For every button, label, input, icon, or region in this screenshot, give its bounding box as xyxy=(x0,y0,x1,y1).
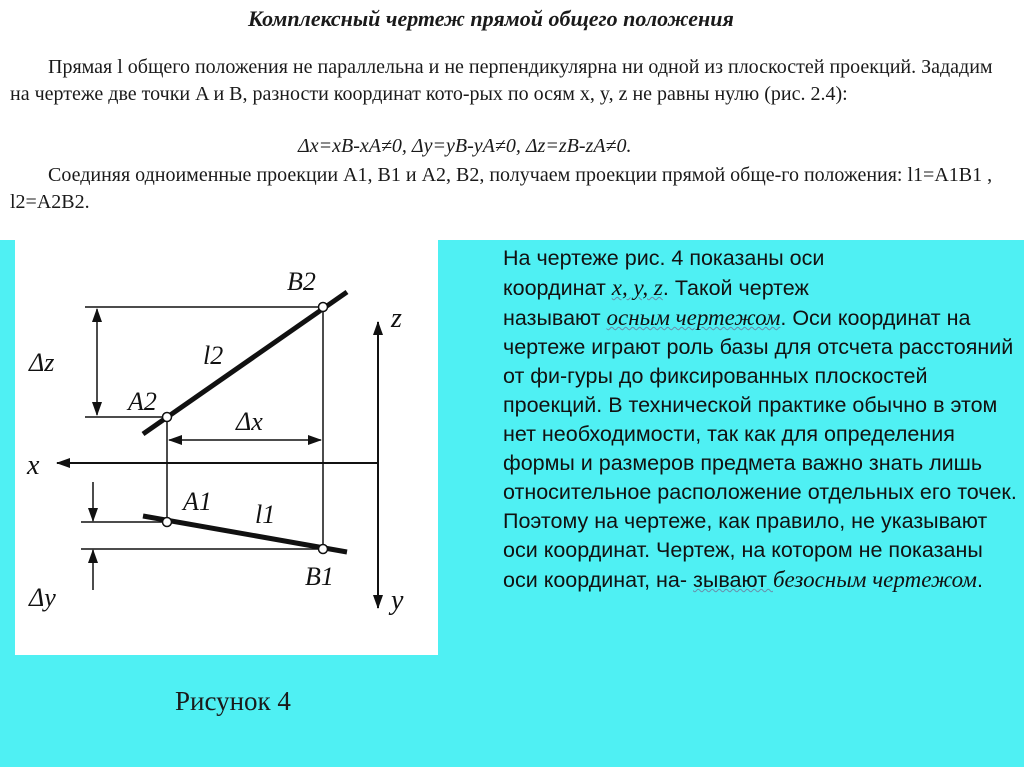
desc-line-3b: . Оси xyxy=(780,306,832,330)
text-header xyxy=(0,0,1024,240)
label-b2: B2 xyxy=(287,267,316,296)
label-dy: Δy xyxy=(29,583,56,612)
desc-line-3a: называют xyxy=(503,306,607,330)
point-b1 xyxy=(319,545,328,554)
point-a2 xyxy=(163,413,172,422)
axes-names: x, y, z xyxy=(611,275,663,300)
intro-paragraph: Прямая l общего положения не параллельна и не перпендикулярна ни одной из плоскостей проекций. Зададим на чертеже две точки A и B, разности координат кото-рых по осям x, y, z не равны нулю (рис. 2.4): xyxy=(10,56,993,105)
description-text xyxy=(503,244,1023,595)
label-l1: l1 xyxy=(255,500,276,529)
page-title: Комплексный чертеж прямой общего положения xyxy=(248,6,734,31)
label-b1: B1 xyxy=(305,562,334,591)
desc-last-b: . xyxy=(976,568,983,592)
projection-paragraph: Соединяя одноименные проекции A1, B1 и A2, B2, получаем проекции прямой обще-го положения: l1=A1B1 , l2=A2B2. xyxy=(10,164,993,213)
term-bezosnym: безосным чертежом xyxy=(772,567,977,592)
desc-line-1: На чертеже рис. 4 показаны оси xyxy=(503,246,825,270)
projection-drawing xyxy=(15,240,438,655)
desc-last-a: зывают xyxy=(693,568,773,592)
term-osnym: осным чертежом xyxy=(606,305,781,330)
line-l1 xyxy=(143,516,347,552)
desc-line-2a: координат xyxy=(503,276,612,300)
label-x: x xyxy=(27,450,40,481)
label-a1: A1 xyxy=(183,487,212,516)
label-dx: Δx xyxy=(236,407,263,436)
point-b2 xyxy=(319,303,328,312)
point-a1 xyxy=(163,518,172,527)
label-dz: Δz xyxy=(29,348,55,377)
formula: Δx=xB-xA≠0, Δy=yB-yA≠0, Δz=zB-zA≠0. xyxy=(298,135,632,157)
figure-caption: Рисунок 4 xyxy=(175,686,291,716)
label-z: z xyxy=(391,303,402,334)
label-l2: l2 xyxy=(203,341,224,370)
drawing-figure xyxy=(15,240,438,655)
desc-body: координат на чертеже играют роль базы для отсчета расстояний от фи-гуры до фиксированных плоскостей проекций. В технической практике обычно в этом нет необходимости, так как для определения формы и размеров предмета важно знать лишь относительное расположение отдельных его точек. Поэтому на чертеже, как правило, не указывают оси координат. Чертеж, на котором не показаны оси координат, на- xyxy=(503,306,1017,592)
desc-line-2b: . Такой чертеж xyxy=(662,276,809,300)
label-a2: A2 xyxy=(128,387,157,416)
label-y: y xyxy=(391,585,404,616)
